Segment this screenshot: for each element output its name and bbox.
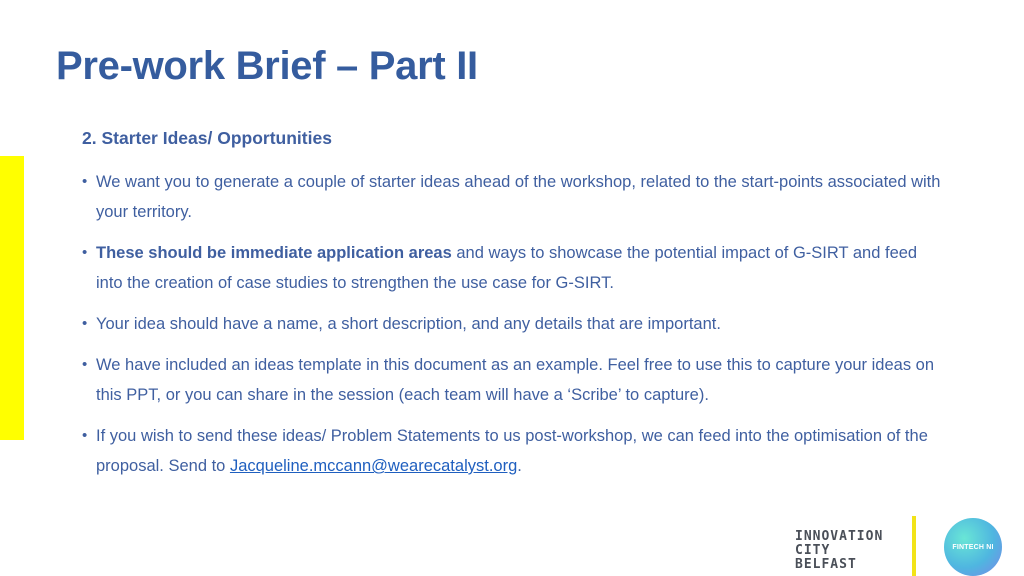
logo-line-innovation: INNOVATION (795, 529, 884, 544)
bullet-bold-text-2: These should be immediate application areas (96, 244, 452, 262)
bullet-list (82, 167, 942, 481)
logo-line-belfast: BELFAST (795, 557, 857, 572)
bullet-end-5: . (517, 457, 522, 475)
bullet-text-1: We want you to generate a couple of starter ideas ahead of the workshop, related to the start-points associated with your territory. (96, 173, 941, 221)
innovation-city-belfast-logo (795, 530, 883, 572)
bullet-item-4 (82, 350, 942, 410)
fintech-ni-logo (944, 518, 1002, 576)
bullet-item-1 (82, 167, 942, 227)
bullet-item-5 (82, 421, 942, 481)
bullet-text-4: We have included an ideas template in this document as an example. Feel free to use this to capture your ideas on this PPT, or you can share in the session (each team will have a ‘Scribe’ to capture). (96, 356, 935, 404)
logo-line-city: CITY (795, 543, 831, 558)
logo-divider (912, 516, 916, 576)
section-subheading: 2. Starter Ideas/ Opportunities (82, 128, 332, 148)
bullet-item-2 (82, 238, 942, 298)
bullet-text-3: Your idea should have a name, a short description, and any details that are important. (96, 315, 721, 333)
yellow-accent-bar (0, 156, 24, 440)
slide-content (82, 128, 942, 492)
bullet-item-3 (82, 309, 942, 339)
bullet-text-2: and ways to showcase the potential impact of G-SIRT and feed into the creation of case studies to strengthen the use case for G-SIRT. (96, 244, 918, 292)
slide-title: Pre-work Brief – Part II (56, 44, 478, 88)
fintech-logo-text: FINTECH NI (952, 543, 994, 551)
bullet-text-5: If you wish to send these ideas/ Problem Statements to us post-workshop, we can feed into the optimisation of the proposal. Send to (96, 427, 928, 475)
email-link[interactable]: Jacqueline.mccann@wearecatalyst.org (229, 457, 518, 475)
